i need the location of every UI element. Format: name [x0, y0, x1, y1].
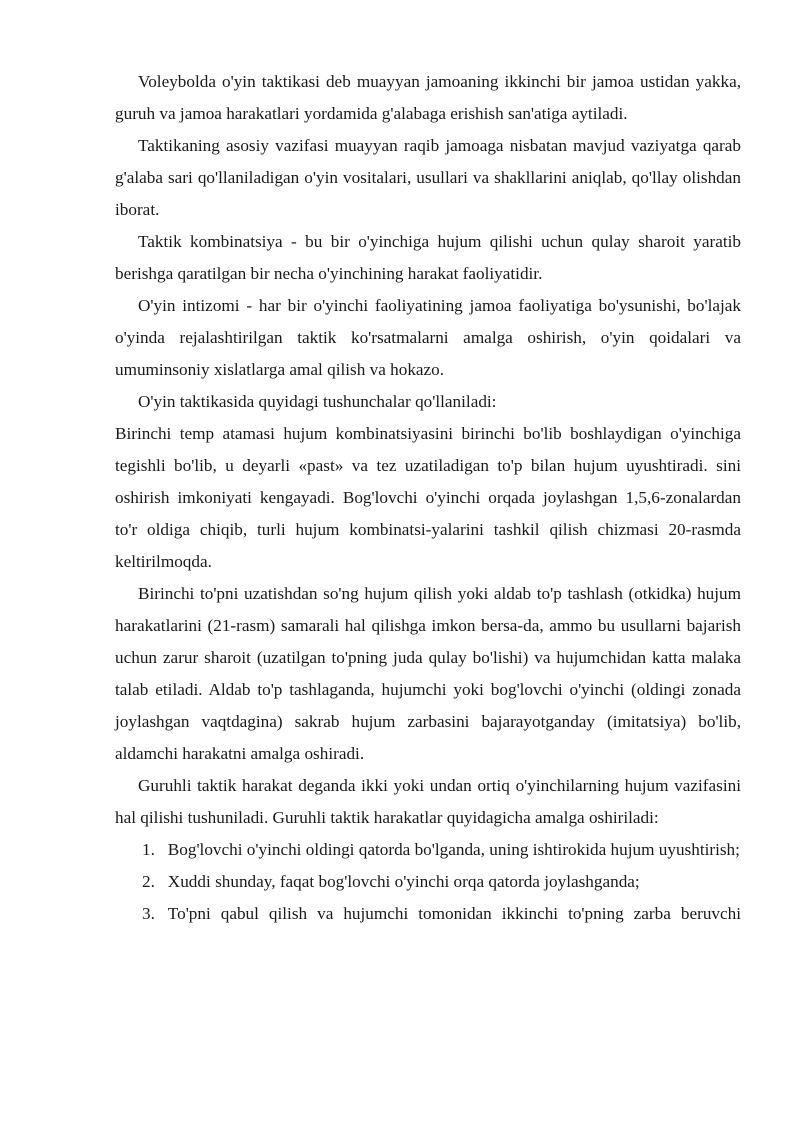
paragraph-concepts-intro: O'yin taktikasida quyidagi tushunchalar qo'llaniladi:	[138, 392, 497, 411]
document-page	[115, 66, 741, 930]
list-item-number: 3.	[142, 904, 155, 923]
paragraph-tactical-combination: Taktik kombinatsiya - bu bir o'yinchiga hujum qilishi uchun qulay sharoit yaratib berishga qaratilgan bir necha o'yinchining harakat faoliyatidir.	[115, 232, 741, 283]
paragraph-tactics-task: Taktikaning asosiy vazifasi muayyan raqib jamoaga nisbatan mavjud vaziyatga qarab g'alaba sari qo'llaniladigan o'yin vositalari, usullari va shakllarini aniqlab, qo'llay olishdan iborat.	[115, 136, 741, 219]
paragraph-first-pass-attack: Birinchi to'pni uzatishdan so'ng hujum qilish yoki aldab to'p tashlash (otkidka) hujum harakatlarini (21-rasm) samarali hal qilishga imkon bersa-da, ammo bu usullarni bajarish uchun zarur sharoit (uzatilgan to'pning juda qulay bo'lishi) va hujumchidan katta malaka talab etiladi. Aldab to'p tashlaganda, hujumchi yoki bog'lovchi o'yinchi (oldingi zonada joylashgan vaqtdagina) sakrab hujum zarbasini bajarayotganday (imitatsiya) bo'lib, aldamchi harakatni amalga oshiradi.	[115, 584, 741, 763]
list-item-text: Xuddi shunday, faqat bog'lovchi o'yinchi orqa qatorda joylashganda;	[167, 872, 640, 891]
list-item-number: 2.	[142, 872, 155, 891]
paragraph-group-tactics: Guruhli taktik harakat deganda ikki yoki undan ortiq o'yinchilarning hujum vazifasini hal qilishi tushuniladi. Guruhli taktik harakatlar quyidagicha amalga oshiriladi:	[115, 776, 741, 827]
list-item	[115, 834, 741, 866]
paragraph-game-discipline: O'yin intizomi - har bir o'yinchi faoliyatining jamoa faoliyatiga bo'ysunishi, bo'lajak o'yinda rejalashtirilgan taktik ko'rsatmalarni amalga oshirish, o'yin qoidalari va umuminsoniy xislatlarga amal qilish va hokazo.	[115, 296, 741, 379]
paragraph-tactics-definition: Voleybolda o'yin taktikasi deb muayyan jamoaning ikkinchi bir jamoa ustidan yakka, guruh va jamoa harakatlari yordamida g'alabaga erishish san'atiga aytiladi.	[115, 72, 741, 123]
list-item-text: To'pni qabul qilish va hujumchi tomonidan ikkinchi to'pning zarba beruvchi	[167, 904, 741, 923]
list-item-number: 1.	[142, 840, 155, 859]
paragraph-first-tempo: Birinchi temp atamasi hujum kombinatsiyasini birinchi bo'lib boshlaydigan o'yinchiga tegishli bo'lib, u deyarli «past» va tez uzatiladigan to'p bilan hujum uyushtiradi. sini oshirish imkoniyati kengayadi. Bog'lovchi o'yinchi orqada joylashgan 1,5,6-zonalardan to'r oldiga chiqib, turli hujum kombinatsi-yalarini tashkil qilish chizmasi 20-rasmda keltirilmoqda.	[115, 424, 741, 571]
list-item-text: Bog'lovchi o'yinchi oldingi qatorda bo'lganda, uning ishtirokida hujum uyushtirish;	[167, 840, 740, 859]
list-item	[115, 898, 741, 930]
list-item	[115, 866, 741, 898]
